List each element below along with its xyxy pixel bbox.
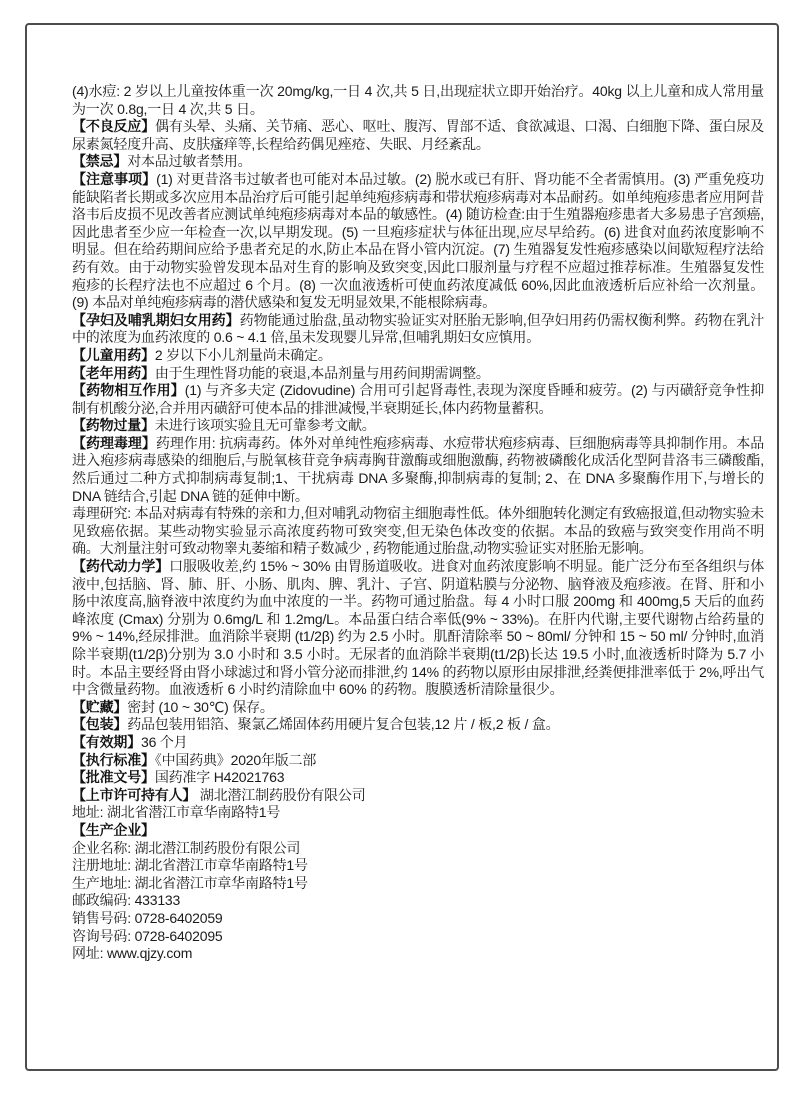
section-storage [72, 699, 764, 717]
section-label: 【儿童用药】 [72, 346, 155, 363]
section-text: 密封 (10 ~ 30℃) 保存。 [127, 698, 274, 715]
section-text: (1) 与齐多夫定 (Zidovudine) 合用可引起肾毒性,表现为深度昏睡和疲劳。(2) 与丙磺舒竞争性抑制有机酸分泌,合并用丙磺舒可使本品的排泄减慢,半衰期延长,体内药物量蓄积。 [72, 382, 765, 416]
section-approval-number [72, 769, 764, 787]
section-text: (1) 对更昔洛韦过敏者也可能对本品过敏。(2) 脱水或已有肝、肾功能不全者需慎用。(3) 严重免疫功能缺陷者长期或多次应用本品治疗后可能引起单纯疱疹病毒和带状疱疹病毒对本品耐药。如单纯疱疹患者应用阿昔洛韦后皮损不见改善者应测试单纯疱疹病毒对本品的敏感性。(4) 随访检查:由于生殖器疱疹患者大多易患子宫颈癌,因此患者至少应一年检查一次,以早期发现。(5) 一旦疱疹症状与体征出现,应尽早给药。(6) 进食对血药浓度影响不明显。但在给药期间应给予患者充足的水,防止本品在肾小管内沉淀。(7) 生殖器复发性疱疹感染以间歇短程疗法给药有效。由于动物实验曾发现本品对生育的影响及致突变,因此口服剂量与疗程不应超过推荐标准。生殖器复发性疱疹的长程疗法也不应超过 6 个月。(8) 一次血液透析可使血药浓度减低 60%,因此血液透析后应补给一次剂量。(9) 本品对单纯疱疹病毒的潜伏感染和复发无明显效果,不能根除病毒。 [72, 170, 764, 311]
section-text: 湖北潜江制药股份有限公司 [196, 786, 366, 803]
section-contraindications [72, 153, 764, 171]
section-text: 邮政编码: 433133 [72, 892, 181, 909]
section-label: 【包装】 [72, 716, 128, 733]
section-adverse-reactions [72, 118, 764, 153]
section-text: 药品包装用铝箔、聚氯乙烯固体药用硬片复合包装,12 片 / 板,2 板 / 盒。 [127, 716, 560, 733]
section-packaging [72, 716, 764, 734]
section-label: 【孕妇及哺乳期妇女用药】 [72, 311, 240, 328]
leaflet-page-border [25, 23, 779, 1071]
section-label: 【注意事项】 [72, 170, 157, 187]
section-label: 【批准文号】 [72, 769, 155, 786]
section-text: 未进行该项实验且无可靠参考文献。 [154, 417, 376, 434]
section-label: 【药理毒理】 [72, 434, 156, 451]
section-text: 口服吸收差,约 15% ~ 30% 由胃肠道吸收。进食对血药浓度影响不明显。能广泛分布至各组织与体液中,包括脑、肾、肺、肝、小肠、肌肉、脾、乳汁、子宫、阴道粘膜与分泌物、脑脊液及疱疹液。在肾、肝和小肠中浓度高,脑脊液中浓度约为血中浓度的一半。药物可通过胎盘。每 4 小时口服 200mg 和 400mg,5 天后的血药峰浓度 (Cmax) 分别为 0.6mg/L 和 1.2mg/L。本品蛋白结合率低(9% ~ 33%)。在肝内代谢,主要代谢物占给药量的 9% ~ 14%,经尿排泄。血消除半衰期 (t1/2β) 约为 2.5 小时。肌酐清除率 50 ~ 80ml/ 分钟和 15 ~ 50 ml/ 分钟时,血消除半衰期(t1/2β)分别为 3.0 小时和 3.5 小时。无尿者的血消除半衰期(t1/2β)长达 19.5 小时,血液透析时降为 5.7 小时。本品主要经肾由肾小球滤过和肾小管分泌而排泄,约 14% 的药物以原形由尿排泄,经粪便排泄率低于 2%,呼出气中含微量药物。血液透析 6 小时约清除血中 60% 的药物。腹膜透析清除量很少。 [72, 558, 764, 698]
section-text: 《中国药典》2020年版二部 [154, 751, 317, 768]
section-text: 国药准字 H42021763 [154, 769, 285, 786]
section-text: 企业名称: 湖北潜江制药股份有限公司 [72, 839, 301, 856]
section-pregnancy-lactation [72, 312, 764, 347]
section-precautions [72, 171, 764, 312]
section-pharmacokinetics [72, 558, 764, 699]
section-label: 【生产企业】 [72, 821, 155, 838]
section-label: 【药物过量】 [72, 417, 155, 434]
section-website [72, 945, 764, 963]
section-label: 【不良反应】 [72, 118, 156, 135]
section-marketing-authorization-holder [72, 787, 764, 805]
section-production-address [72, 875, 764, 893]
section-manufacturer-name [72, 840, 764, 858]
section-sales-phone [72, 910, 764, 928]
section-text: 偶有头晕、头痛、关节痛、恶心、呕吐、腹泻、胃部不适、食欲减退、口渴、白细胞下降、蛋白尿及尿素氮轻度升高、皮肤瘙痒等,长程给药偶见痤疮、失眠、月经紊乱。 [72, 118, 764, 152]
section-shelf-life [72, 734, 764, 752]
section-text: 对本品过敏者禁用。 [127, 153, 252, 170]
section-label: 【上市许可持有人】 [72, 786, 197, 803]
section-label: 【执行标准】 [72, 751, 155, 768]
section-pediatric-use [72, 347, 764, 365]
leaflet-content [72, 83, 764, 963]
section-label: 【贮藏】 [72, 698, 128, 715]
section-inquiry-phone [72, 928, 764, 946]
section-standard [72, 752, 764, 770]
section-text: 36 个月 [141, 733, 188, 750]
section-label: 【禁忌】 [72, 153, 128, 170]
section-geriatric-use [72, 365, 764, 383]
section-overdose [72, 417, 764, 435]
section-text: 药理作用: 抗病毒药。体外对单纯性疱疹病毒、水痘带状疱疹病毒、巨细胞病毒等具抑制作用。本品进入疱疹病毒感染的细胞后,与脱氧核苷竞争病毒胸苷激酶或细胞激酶, 药物被磷酸化成活化型阿昔洛韦三磷酸酯, 然后通过二种方式抑制病毒复制;1、干扰病毒 DNA 多聚酶,抑制病毒的复制; 2、在 DNA 多聚酶作用下,与增长的 DNA 链结合,引起 DNA 链的延伸中断。 [72, 434, 764, 504]
section-registered-address [72, 857, 764, 875]
section-dosage-continued [72, 83, 764, 118]
section-text: 由于生理性肾功能的衰退,本品剂量与用药间期需调整。 [154, 364, 490, 381]
section-text: 注册地址: 湖北省潜江市章华南路特1号 [72, 857, 308, 874]
section-text: 地址: 湖北省潜江市章华南路特1号 [72, 804, 281, 821]
section-postal-code [72, 892, 764, 910]
section-text: 销售号码: 0728-6402059 [72, 909, 223, 926]
section-text: 咨询号码: 0728-6402095 [72, 927, 223, 944]
section-drug-interactions [72, 382, 764, 417]
section-pharmacology [72, 435, 764, 505]
section-toxicology [72, 505, 764, 558]
section-label: 【药物相互作用】 [72, 382, 185, 399]
section-label: 【有效期】 [72, 733, 141, 750]
section-text: 生产地址: 湖北省潜江市章华南路特1号 [72, 874, 308, 891]
section-text: 网址: www.qjzy.com [72, 945, 193, 962]
section-label: 【药代动力学】 [72, 558, 170, 575]
section-text: 2 岁以下小儿剂量尚未确定。 [154, 346, 332, 363]
section-manufacturer [72, 822, 764, 840]
section-label: 【老年用药】 [72, 364, 155, 381]
section-text: 药物能通过胎盘,虽动物实验证实对胚胎无影响,但孕妇用药仍需权衡利弊。药物在乳汁中的浓度为血药浓度的 0.6 ~ 4.1 倍,虽未发现婴儿异常,但哺乳期妇女应慎用。 [72, 311, 764, 346]
section-text: 毒理研究: 本品对病毒有特殊的亲和力,但对哺乳动物宿主细胞毒性低。体外细胞转化测定有致癌报道,但动物实验未见致癌依据。某些动物实验显示高浓度药物可致突变,但无染色体改变的依据。本品的致癌与致突变作用尚不明确。大剂量注射可致动物睾丸萎缩和精子数减少 , 药物能通过胎盘,动物实验证实对胚胎无影响。 [72, 505, 764, 557]
section-text: (4)水痘: 2 岁以上儿童按体重一次 20mg/kg,一日 4 次,共 5 日,出现症状立即开始治疗。40kg 以上儿童和成人常用量为一次 0.8g,一日 4 次,共 5 日。 [72, 83, 764, 117]
section-mah-address [72, 804, 764, 822]
